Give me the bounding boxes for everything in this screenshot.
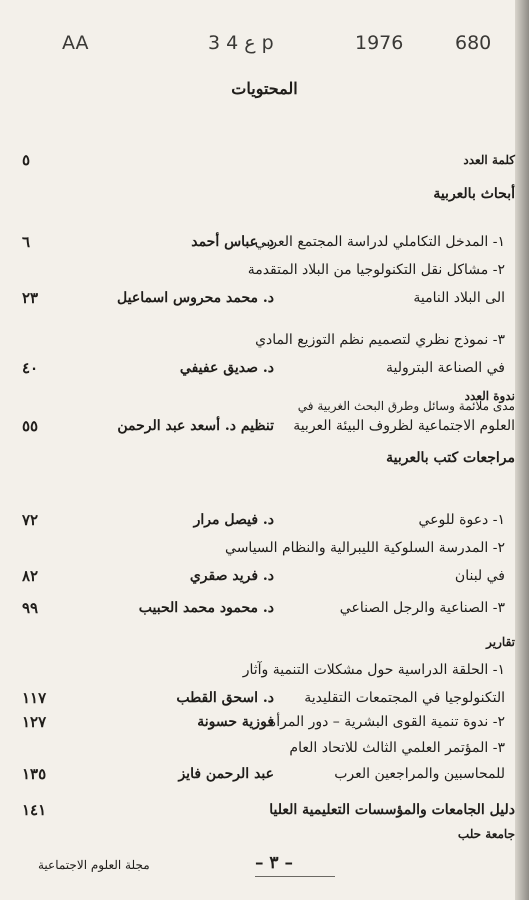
- page-number: ٨٢: [22, 567, 39, 585]
- item-author: د. محمد محروس اسماعيل: [117, 290, 274, 306]
- section-title: ندوة العدد: [464, 389, 515, 403]
- item-author: فوزية حسونة: [197, 714, 274, 730]
- item-author: د. صديق عفيفي: [179, 360, 274, 376]
- item-author: د. فيصل مرار: [193, 512, 274, 528]
- page-number: ٩٩: [22, 599, 39, 617]
- item-title-line-2: في لبنان: [454, 568, 505, 584]
- section-title: مراجعات كتب بالعربية: [386, 450, 515, 466]
- section-title: تقارير: [486, 635, 515, 649]
- footer-underline: [255, 876, 335, 877]
- page-number: ٢٣: [22, 289, 39, 307]
- item-title-line-1: مدى ملائمة وسائل وطرق البحث الغربية في: [297, 399, 515, 413]
- item-title-line-2: العلوم الاجتماعية لظروف البيئة العربية: [293, 418, 515, 434]
- item-author: د. عباس أحمد: [191, 234, 274, 250]
- item-title: ١- المدخل التكاملي لدراسة المجتمع العربي: [254, 234, 505, 250]
- page-number: ١٣٥: [22, 765, 47, 783]
- page-number: ٧٢: [22, 511, 39, 529]
- item-title-line-1: ٣- نموذج نظري لتصميم نظم التوزيع المادي: [255, 332, 505, 348]
- page-number: ٥: [22, 151, 31, 169]
- item-title-line-1: ٢- مشاكل نقل التكنولوجيا من البلاد المتقدمة: [247, 262, 505, 278]
- page-edge-shadow: [515, 0, 529, 900]
- handwritten-note-left: AA: [62, 32, 89, 54]
- section-title: أبحاث بالعربية: [433, 186, 515, 202]
- page-number: ٥٥: [22, 417, 39, 435]
- item-title-line-2: للمحاسبين والمراجعين العرب: [334, 766, 505, 782]
- item-title: ١- دعوة للوعي: [418, 512, 505, 528]
- handwritten-number: 680: [455, 32, 492, 54]
- item-title-line-1: ١- الحلقة الدراسية حول مشكلات التنمية وآثار: [242, 662, 505, 678]
- item-title-line-1: ٣- المؤتمر العلمي الثالث للاتحاد العام: [289, 740, 505, 756]
- handwritten-code: 3 ع 4 p: [208, 32, 274, 54]
- footer-journal-title: مجلة العلوم الاجتماعية: [38, 858, 150, 872]
- section-title: جامعة حلب: [457, 827, 515, 841]
- footer-page-number: – ٣ –: [255, 853, 293, 873]
- item-author: د. فريد صقري: [189, 568, 274, 584]
- handwritten-year: 1976: [355, 32, 404, 54]
- page-number: ٤٠: [22, 359, 39, 377]
- item-title: ٢- ندوة تنمية القوى البشرية – دور المرأة: [268, 714, 505, 730]
- item-author: تنظيم د. أسعد عبد الرحمن: [117, 418, 274, 434]
- item-title-line-2: الى البلاد النامية: [413, 290, 505, 306]
- section-title: كلمة العدد: [463, 153, 515, 167]
- item-title-line-1: ٢- المدرسة السلوكية الليبرالية والنظام السياسي: [225, 540, 505, 556]
- contents-heading: المحتويات: [231, 79, 298, 98]
- item-author: د. اسحق القطب: [176, 690, 274, 706]
- page-number: ١١٧: [22, 689, 47, 707]
- item-title-line-2: في الصناعة البترولية: [386, 360, 505, 376]
- item-title: ٣- الصناعية والرجل الصناعي: [339, 600, 505, 616]
- item-title-line-2: التكنولوجيا في المجتمعات التقليدية: [304, 690, 505, 706]
- section-title: دليل الجامعات والمؤسسات التعليمية العليا: [269, 802, 515, 818]
- item-author: عبد الرحمن فايز: [178, 766, 274, 782]
- item-author: د. محمود محمد الحبيب: [138, 600, 274, 616]
- page-number: ١٤١: [22, 801, 47, 819]
- page-number: ٦: [22, 233, 31, 251]
- page-number: ١٢٧: [22, 713, 47, 731]
